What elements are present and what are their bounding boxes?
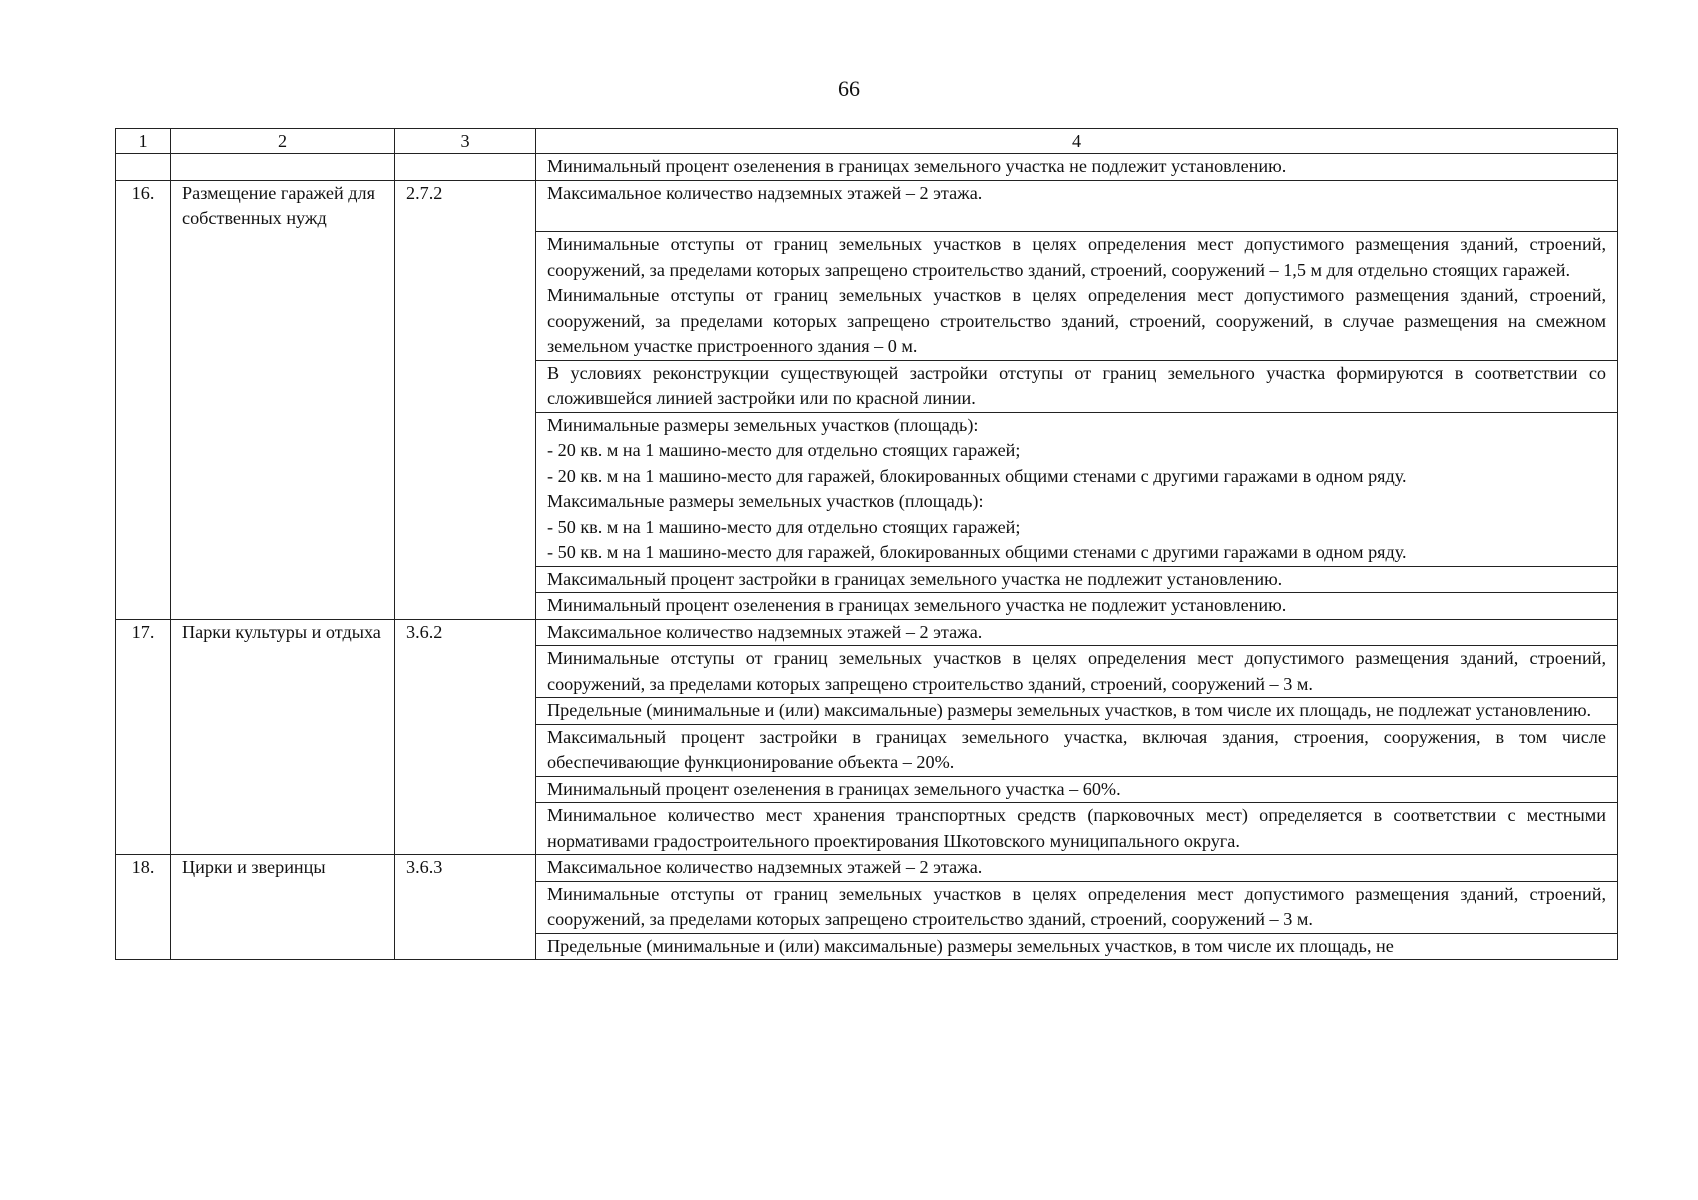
parameter-text: Минимальное количество мест хранения транспортных средств (парковочных мест) определяется в соответствии с местными нормативами градостроительного проектирования Шкотовского муниципального округа. xyxy=(547,805,1606,851)
table-row xyxy=(116,803,1618,855)
row-name-cell xyxy=(171,646,395,698)
row-number-cell xyxy=(116,360,171,412)
carry-over-row xyxy=(116,154,1618,181)
table-row xyxy=(116,855,1618,882)
table-row xyxy=(116,593,1618,620)
row-number: 18. xyxy=(116,855,171,882)
row-name-cell xyxy=(171,724,395,776)
land-use-code: 3.6.3 xyxy=(395,855,536,882)
land-use-name: Парки культуры и отдыха xyxy=(171,619,395,646)
parameter-cell xyxy=(536,881,1618,933)
row-code-cell xyxy=(395,566,536,593)
parameter-text: - 20 кв. м на 1 машино-место для гаражей, блокированных общими стенами с другими гаражами в одном ряду. xyxy=(547,465,1407,486)
table-row xyxy=(116,412,1618,566)
row-name-cell xyxy=(171,698,395,725)
parameter-cell xyxy=(536,619,1618,646)
table-row xyxy=(116,180,1618,232)
carry-over-code-cell xyxy=(395,154,536,181)
table-row xyxy=(116,881,1618,933)
parameter-cell xyxy=(536,180,1618,232)
land-use-code: 2.7.2 xyxy=(395,180,536,232)
row-name-cell xyxy=(171,593,395,620)
parameter-text: Максимальное количество надземных этажей – 2 этажа. xyxy=(547,857,983,877)
table-row xyxy=(116,776,1618,803)
table-row xyxy=(116,933,1618,960)
parameter-cell xyxy=(536,593,1618,620)
parameter-text: - 20 кв. м на 1 машино-место для отдельно стоящих гаражей; xyxy=(547,440,1021,460)
parameter-cell xyxy=(536,566,1618,593)
row-name-cell xyxy=(171,412,395,566)
row-number-cell xyxy=(116,776,171,803)
parameter-cell xyxy=(536,776,1618,803)
parameter-text: Минимальный процент озеленения в границах земельного участка – 60%. xyxy=(547,778,1121,799)
parameter-text: - 50 кв. м на 1 машино-место для отдельно стоящих гаражей; xyxy=(547,516,1021,537)
row-number: 16. xyxy=(116,180,171,232)
table-row xyxy=(116,646,1618,698)
parameter-text: Предельные (минимальные и (или) максимальные) размеры земельных участков, в том числе их площадь, не подлежат установлению. xyxy=(547,700,1592,720)
parameter-cell xyxy=(536,803,1618,855)
row-name-cell xyxy=(171,776,395,803)
row-number-cell xyxy=(116,803,171,855)
table-row xyxy=(116,619,1618,646)
row-number-cell xyxy=(116,412,171,566)
land-use-name: Цирки и зверинцы xyxy=(171,855,395,882)
carry-over-name-cell xyxy=(171,154,395,181)
row-number-cell xyxy=(116,881,171,933)
header-col-4: 4 xyxy=(536,129,1618,154)
row-number-cell xyxy=(116,646,171,698)
parameter-text: Максимальный процент застройки в границах земельного участка не подлежит установлению. xyxy=(547,568,1283,589)
parameter-cell xyxy=(536,933,1618,960)
row-code-cell xyxy=(395,646,536,698)
parameter-cell xyxy=(536,646,1618,698)
header-col-3: 3 xyxy=(395,129,536,154)
row-number: 17. xyxy=(116,619,171,646)
parameter-cell xyxy=(536,232,1618,361)
row-name-cell xyxy=(171,881,395,933)
row-number-cell xyxy=(116,724,171,776)
row-name-cell xyxy=(171,566,395,593)
parameter-cell xyxy=(536,724,1618,776)
parameter-cell xyxy=(536,412,1618,566)
table-row xyxy=(116,360,1618,412)
parameter-cell xyxy=(536,855,1618,882)
row-number-cell xyxy=(116,232,171,361)
parameter-text: Предельные (минимальные и (или) максимальные) размеры земельных участков, в том числе их площадь, не xyxy=(547,935,1394,956)
parameter-text: Максимальное количество надземных этажей – 2 этажа. xyxy=(547,182,983,203)
table-header-row xyxy=(116,129,1618,154)
row-name-cell xyxy=(171,232,395,361)
table-row xyxy=(116,232,1618,361)
parameter-text: В условиях реконструкции существующей застройки отступы от границ земельного участка формируются в соответствии со сложившейся линией застройки или по красной линии. xyxy=(547,362,1606,408)
row-code-cell xyxy=(395,881,536,933)
parameter-text: Минимальные отступы от границ земельных участков в целях определения мест допустимого размещения зданий, строений, сооружений, за пределами которых запрещено строительство зданий, строений, сооружений – 3 м. xyxy=(547,883,1606,929)
carry-over-text: Минимальный процент озеленения в границах земельного участка не подлежит установлению. xyxy=(536,154,1618,181)
header-col-1: 1 xyxy=(116,129,171,154)
row-code-cell xyxy=(395,232,536,361)
row-name-cell xyxy=(171,803,395,855)
row-code-cell xyxy=(395,933,536,960)
row-code-cell xyxy=(395,593,536,620)
row-code-cell xyxy=(395,698,536,725)
header-col-2: 2 xyxy=(171,129,395,154)
parameter-text: Минимальный процент озеленения в границах земельного участка не подлежит установлению. xyxy=(547,595,1287,615)
row-code-cell xyxy=(395,360,536,412)
parameter-text: Максимальное количество надземных этажей – 2 этажа. xyxy=(547,621,983,642)
land-use-name: Размещение гаражей для собственных нужд xyxy=(171,180,395,232)
table-row xyxy=(116,566,1618,593)
page-number: 66 xyxy=(838,76,860,101)
parameter-text: Минимальные отступы от границ земельных участков в целях определения мест допустимого размещения зданий, строений, сооружений, за пределами которых запрещено строительство зданий, строений, сооружений – 1,5 м для отдельно стоящих гаражей. xyxy=(547,234,1606,280)
row-code-cell xyxy=(395,412,536,566)
parameter-text: Минимальные отступы от границ земельных участков в целях определения мест допустимого размещения зданий, строений, сооружений, за пределами которых запрещено строительство зданий, строений, сооружений – 3 м. xyxy=(547,648,1606,694)
row-number-cell xyxy=(116,566,171,593)
parameter-text: Максимальный процент застройки в границах земельного участка, включая здания, строения, сооружения, в том числе обеспечивающие функционирование объекта – 20%. xyxy=(547,726,1606,772)
carry-over-number-cell xyxy=(116,154,171,181)
row-code-cell xyxy=(395,724,536,776)
land-use-code: 3.6.2 xyxy=(395,619,536,646)
parameter-cell xyxy=(536,698,1618,725)
parameter-text: Минимальные размеры земельных участков (площадь): xyxy=(547,414,979,435)
row-number-cell xyxy=(116,933,171,960)
row-number-cell xyxy=(116,698,171,725)
parameter-text: - 50 кв. м на 1 машино-место для гаражей, блокированных общими стенами с другими гаражами в одном ряду. xyxy=(547,542,1407,562)
land-use-table xyxy=(115,128,1618,960)
parameter-text: Максимальные размеры земельных участков (площадь): xyxy=(547,491,984,511)
row-code-cell xyxy=(395,776,536,803)
row-name-cell xyxy=(171,933,395,960)
row-number-cell xyxy=(116,593,171,620)
parameter-cell xyxy=(536,360,1618,412)
parameter-text: Минимальные отступы от границ земельных участков в целях определения мест допустимого размещения зданий, строений, сооружений, за пределами которых запрещено строительство зданий, строений, сооружений, в случае размещения на смежном земельном участке пристроенного здания – 0 м. xyxy=(547,285,1606,356)
row-code-cell xyxy=(395,803,536,855)
row-name-cell xyxy=(171,360,395,412)
table-row xyxy=(116,698,1618,725)
table-row xyxy=(116,724,1618,776)
